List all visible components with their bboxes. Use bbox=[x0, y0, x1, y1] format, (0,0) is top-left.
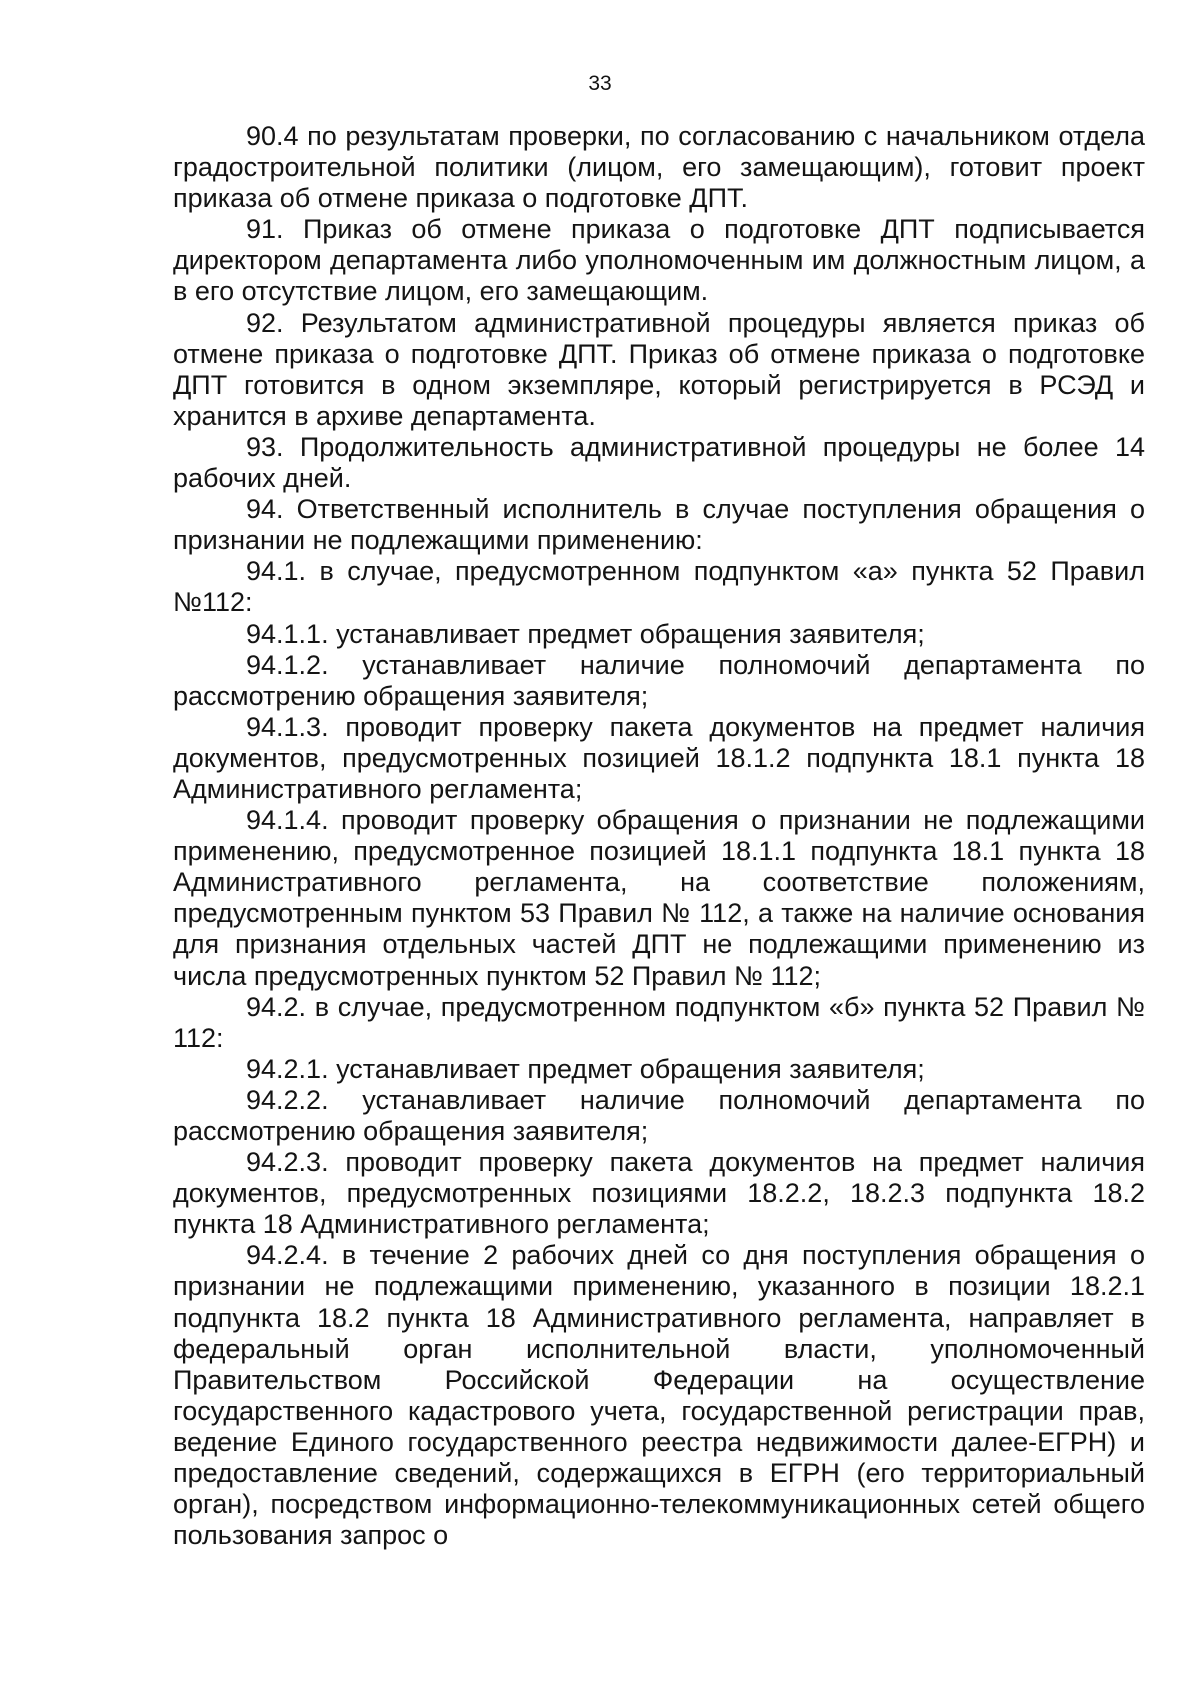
paragraph-91: 91. Приказ об отмене приказа о подготовке ДПТ подписывается директором департамента либо уполномоченным им должностным лицом, а в его отсутствие лицом, его замещающим. bbox=[173, 214, 1145, 307]
paragraph-94-2-3: 94.2.3. проводит проверку пакета документов на предмет наличия документов, предусмотренных позициями 18.2.2, 18.2.3 подпункта 18.2 пункта 18 Административного регламента; bbox=[173, 1147, 1145, 1240]
paragraph-90-4: 90.4 по результатам проверки, по согласованию с начальником отдела градостроительной политики (лицом, его замещающим), готовит проект приказа об отмене приказа о подготовке ДПТ. bbox=[173, 121, 1145, 214]
paragraph-92: 92. Результатом административной процедуры является приказ об отмене приказа о подготовке ДПТ. Приказ об отмене приказа о подготовке ДПТ готовится в одном экземпляре, который регистрируется в РСЭД и хранится в архиве департамента. bbox=[173, 307, 1145, 431]
paragraph-94-1: 94.1. в случае, предусмотренном подпунктом «а» пункта 52 Правил №112: bbox=[173, 556, 1145, 618]
page-number: 33 bbox=[588, 72, 612, 95]
paragraph-93: 93. Продолжительность административной процедуры не более 14 рабочих дней. bbox=[173, 431, 1145, 494]
paragraph-94-1-2: 94.1.2. устанавливает наличие полномочий департамента по рассмотрению обращения заявителя; bbox=[173, 649, 1145, 711]
paragraph-94-1-3: 94.1.3. проводит проверку пакета документов на предмет наличия документов, предусмотренных позицией 18.1.2 подпункта 18.1 пункта 18 Административного регламента; bbox=[173, 711, 1145, 804]
paragraph-94-1-4: 94.1.4. проводит проверку обращения о признании не подлежащими применению, предусмотренное позицией 18.1.1 подпункта 18.1 пункта 18 Административного регламента, на соответствие положениям, предусмотренным пунктом 53 Правил № 112, а также на наличие основания для признания отдельных частей ДПТ не подлежащими применению из числа предусмотренных пунктом 52 Правил № 112; bbox=[173, 805, 1145, 991]
paragraph-94-2-4: 94.2.4. в течение 2 рабочих дней со дня поступления обращения о признании не подлежащими применению, указанного в позиции 18.2.1 подпункта 18.2 пункта 18 Административного регламента, направляет в федеральный орган исполнительной власти, уполномоченный Правительством Российской Федерации на осуществление государственного кадастрового учета, государственной регистрации прав, ведение Единого государственного реестра недвижимости далее-ЕГРН) и предоставление сведений, содержащихся в ЕГРН (его территориальный орган), посредством информационно-телекоммуникационных сетей общего пользования запрос о bbox=[173, 1240, 1145, 1551]
paragraph-94: 94. Ответственный исполнитель в случае поступления обращения о признании не подлежащими применению: bbox=[173, 494, 1145, 556]
paragraph-94-1-1: 94.1.1. устанавливает предмет обращения заявителя; bbox=[246, 618, 925, 649]
document-body bbox=[173, 121, 1145, 1551]
paragraph-94-2-1: 94.2.1. устанавливает предмет обращения заявителя; bbox=[246, 1053, 925, 1084]
paragraph-94-2-2: 94.2.2. устанавливает наличие полномочий департамента по рассмотрению обращения заявителя; bbox=[173, 1084, 1145, 1146]
paragraph-94-2: 94.2. в случае, предусмотренном подпунктом «б» пункта 52 Правил № 112: bbox=[173, 991, 1145, 1053]
